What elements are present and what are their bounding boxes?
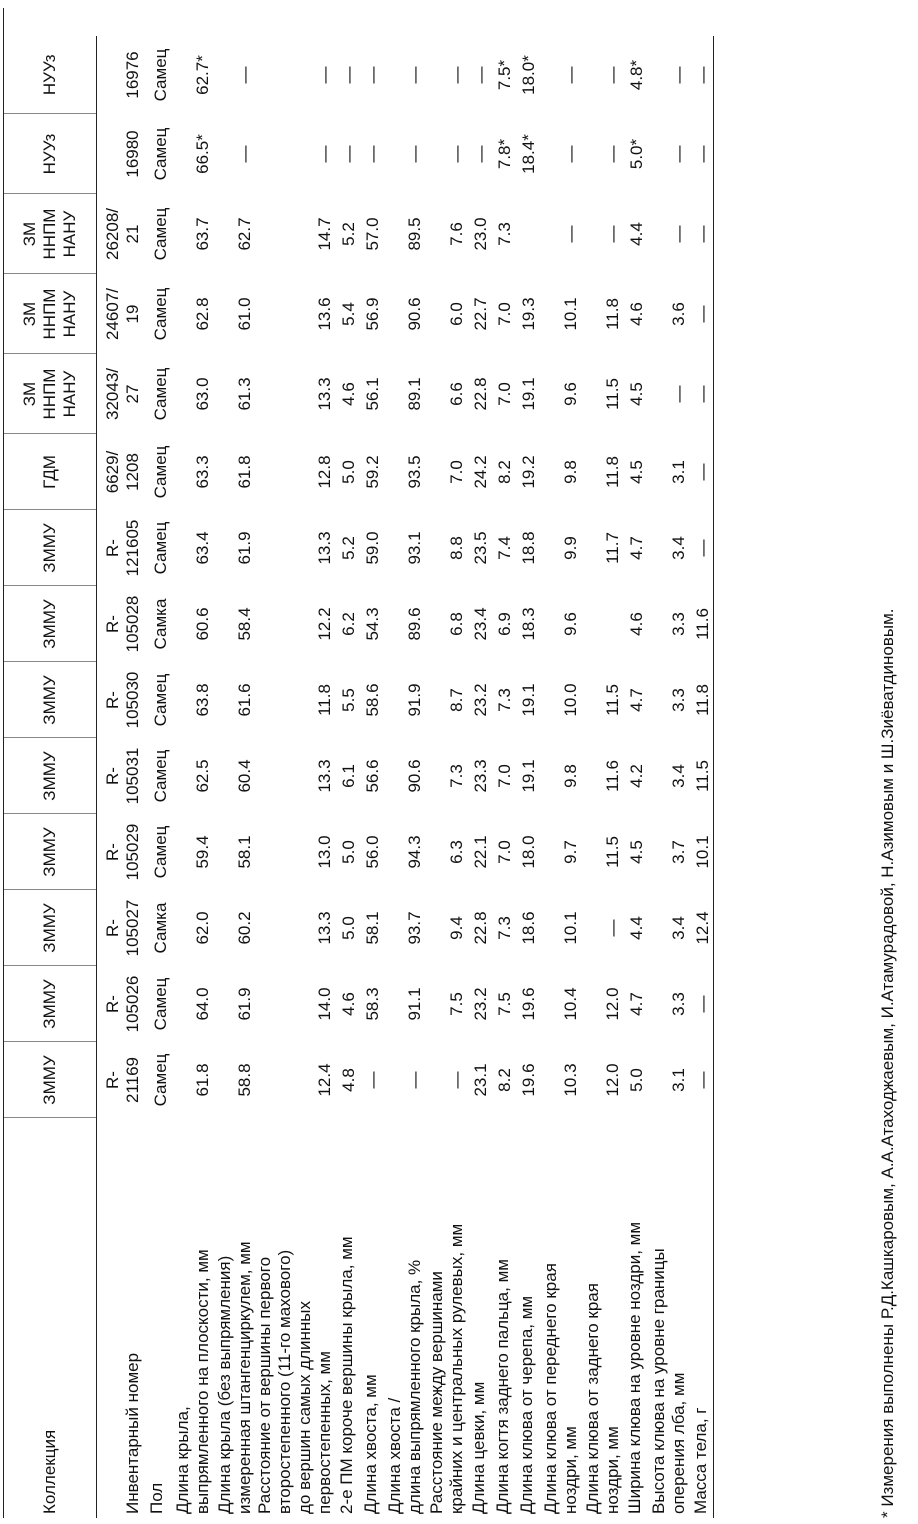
table-cell: 59.2 — [363, 455, 382, 489]
table-cell: — — [603, 919, 622, 937]
table-cell: 5.4 — [339, 302, 358, 326]
row-label: Длина когтя заднего пальца, мм — [493, 1259, 512, 1514]
table-cell: 7.5* — [495, 59, 514, 91]
table-cell: 8.2 — [495, 460, 514, 484]
table-cell: 19.1 — [519, 759, 538, 793]
table-cell: 3.6 — [669, 302, 688, 326]
table-cell: 12.0 — [603, 987, 622, 1021]
row-label: Длина клюва от черепа, мм — [517, 1295, 536, 1514]
table-cell: 58.4 — [235, 607, 254, 641]
table-cell: 91.1 — [405, 987, 424, 1021]
table-header-row — [4, 36, 97, 1518]
table-cell: — — [669, 385, 688, 403]
table-cell: 6629/ 1208 — [103, 450, 142, 494]
table-cell: 93.1 — [405, 531, 424, 565]
table-cell: 26208/ 21 — [103, 208, 142, 260]
table-cell: — — [405, 66, 424, 84]
table-cell: 7.3 — [495, 916, 514, 940]
table-cell: — — [689, 36, 714, 114]
row-label: Ширина клюва на уровне ноздри, мм — [625, 1221, 644, 1514]
table-cell: Самка — [151, 598, 170, 650]
table-cell: 12.0 — [603, 1063, 622, 1097]
table-cell: 6.2 — [339, 612, 358, 636]
table-cell: — — [405, 145, 424, 163]
table-cell: 5.2 — [339, 536, 358, 560]
table-cell: 61.8 — [235, 455, 254, 489]
header-collection-label: Коллекция — [4, 1118, 97, 1518]
table-cell: Самец — [151, 127, 170, 181]
table-cell: 3.1 — [669, 1068, 688, 1092]
table-cell: — — [235, 66, 254, 84]
table-cell: 11.5 — [603, 378, 622, 410]
row-label: Инвентарный номер — [123, 1352, 142, 1514]
table-cell: 91.9 — [405, 683, 424, 717]
table-cell: 3.4 — [669, 916, 688, 940]
table-cell: 11.5 — [603, 836, 622, 868]
table-cell: — — [363, 145, 382, 163]
table-cell: 62.7 — [235, 217, 254, 251]
table-cell: 19.6 — [519, 1063, 538, 1097]
table-cell: 5.2 — [339, 222, 358, 246]
table-cell: 24.2 — [471, 455, 490, 489]
table-cell: 22.7 — [471, 297, 490, 331]
table-cell: 7.0 — [447, 460, 466, 484]
table-cell: 8.7 — [447, 688, 466, 712]
table-row — [647, 36, 689, 1518]
table-cell: 32043/ 27 — [103, 368, 142, 420]
table-cell: 6.8 — [447, 612, 466, 636]
table-cell: — — [339, 66, 358, 84]
table-cell: 19.1 — [519, 683, 538, 717]
table-cell: 5.0 — [339, 460, 358, 484]
column-header: ЗМ ННПМ НАНУ — [4, 274, 97, 354]
table-cell: 9.4 — [447, 916, 466, 940]
table-cell: 7.6 — [447, 222, 466, 246]
table-cell: 58.6 — [363, 683, 382, 717]
table-row — [255, 36, 335, 1518]
table-cell: 3.3 — [669, 612, 688, 636]
table-cell: 6.3 — [447, 840, 466, 864]
table-cell: 23.2 — [471, 987, 490, 1021]
table-cell: 62.7* — [193, 55, 212, 95]
table-cell: 10.3 — [561, 1063, 580, 1097]
table-cell: — — [689, 354, 714, 434]
column-header: ЗММУ — [4, 738, 97, 814]
table-cell: — — [689, 114, 714, 194]
table-cell: R- 21169 — [103, 1057, 142, 1104]
table-cell: — — [471, 66, 490, 84]
table-cell: 11.6 — [689, 586, 714, 662]
table-cell: 63.7 — [193, 217, 212, 251]
table-cell: 4.5 — [627, 840, 646, 864]
table-cell: 18.4* — [519, 134, 538, 174]
table-cell: 60.2 — [235, 911, 254, 945]
table-cell — [581, 586, 623, 662]
table-row — [335, 36, 359, 1518]
table-cell: 90.6 — [405, 759, 424, 793]
table-cell: — — [689, 966, 714, 1042]
table-cell: 6.1 — [339, 764, 358, 788]
table-cell: 10.0 — [561, 683, 580, 717]
table-cell: 12.8 — [315, 455, 334, 489]
table-cell: 61.9 — [235, 987, 254, 1021]
table-cell: 23.2 — [471, 683, 490, 717]
table-cell: 58.1 — [363, 911, 382, 945]
table-cell: 56.6 — [363, 759, 382, 793]
table-cell: 7.0 — [495, 764, 514, 788]
column-header: ЗММУ — [4, 510, 97, 586]
table-cell: 19.2 — [519, 455, 538, 489]
table-cell: — — [669, 225, 688, 243]
table-row — [491, 36, 515, 1518]
table-cell: 12.2 — [315, 607, 334, 641]
row-label: Расстояние от вершины первого второстепенного (11-го махового) до вершин самых длинных первостепенных, мм — [255, 1249, 334, 1514]
table-row — [359, 36, 383, 1518]
table-cell: 4.6 — [339, 382, 358, 406]
table-cell: Самец — [151, 48, 170, 102]
table-cell: 54.3 — [363, 607, 382, 641]
table-cell: 93.5 — [405, 455, 424, 489]
table-cell: — — [405, 1071, 424, 1089]
table-cell: 22.8 — [471, 377, 490, 411]
table-cell: 94.3 — [405, 835, 424, 869]
table-row — [425, 36, 467, 1518]
row-label: Масса тела, г — [689, 1118, 714, 1518]
table-cell: 19.1 — [519, 377, 538, 411]
row-label: Длина клюва от переднего края ноздри, мм — [541, 1263, 580, 1514]
table-cell: — — [689, 194, 714, 274]
table-cell: — — [669, 66, 688, 84]
table-cell: 3.3 — [669, 992, 688, 1016]
table-cell: 11.8 — [603, 456, 622, 488]
table-cell: 13.3 — [315, 377, 334, 411]
table-row — [539, 36, 581, 1518]
table-cell: 9.9 — [561, 536, 580, 560]
table-cell: 4.7 — [627, 688, 646, 712]
table-cell: 56.0 — [363, 835, 382, 869]
table-cell: 7.0 — [495, 382, 514, 406]
table-cell: 89.5 — [405, 217, 424, 251]
table-cell: Самец — [151, 445, 170, 499]
table-cell: 16976 — [123, 51, 142, 99]
table-cell: 9.6 — [561, 612, 580, 636]
table-cell: 62.0 — [193, 911, 212, 945]
table-cell: Самец — [151, 977, 170, 1031]
column-header: ЗММУ — [4, 814, 97, 890]
table-cell: 10.1 — [561, 297, 580, 331]
table-cell: 10.1 — [561, 911, 580, 945]
table-cell: 62.8 — [193, 297, 212, 331]
row-label: Длина хвоста / длина выпрямленного крыла, % — [385, 1259, 424, 1514]
table-cell: — — [603, 225, 622, 243]
table-cell: 10.4 — [561, 987, 580, 1021]
table-cell: 12.4 — [315, 1063, 334, 1097]
table-cell: 11.8 — [603, 298, 622, 330]
column-header: ГДМ — [4, 434, 97, 510]
table-cell: 18.0 — [519, 835, 538, 869]
table-cell: 3.3 — [669, 688, 688, 712]
table-row — [581, 36, 623, 1518]
table-cell: 19.3 — [519, 297, 538, 331]
table-cell: 58.3 — [363, 987, 382, 1021]
table-cell: 6.9 — [495, 612, 514, 636]
table-cell: 3.1 — [669, 460, 688, 484]
table-cell: 11.8 — [315, 684, 334, 716]
table-cell: 23.3 — [471, 759, 490, 793]
table-row — [467, 36, 491, 1518]
table-cell: 14.0 — [315, 987, 334, 1021]
table-cell: 14.7 — [315, 217, 334, 251]
table-cell: Самка — [151, 902, 170, 954]
table-cell: Самец — [151, 287, 170, 341]
table-cell: R- 105031 — [103, 747, 142, 805]
table-cell: 60.6 — [193, 607, 212, 641]
table-cell: 61.6 — [235, 683, 254, 717]
table-cell: 18.6 — [519, 911, 538, 945]
table-body — [97, 36, 714, 1518]
table-cell: 24607/ 19 — [103, 288, 142, 340]
table-row — [171, 36, 213, 1518]
table-cell: 3.4 — [669, 764, 688, 788]
table-cell: 23.4 — [471, 607, 490, 641]
table-cell: 59.4 — [193, 835, 212, 869]
table-cell: 7.8* — [495, 138, 514, 170]
table-cell: — — [689, 434, 714, 510]
table-cell: R- 105029 — [103, 823, 142, 881]
table-cell: 18.0* — [519, 55, 538, 95]
table-cell: 7.4 — [495, 536, 514, 560]
table-cell: 4.2 — [627, 764, 646, 788]
table-cell: — — [447, 66, 466, 84]
table-cell: 16980 — [123, 130, 142, 178]
table-cell: 4.8* — [627, 59, 646, 91]
table-cell: 61.8 — [193, 1063, 212, 1097]
table-row — [515, 36, 539, 1518]
row-label: 2-е ПМ короче вершины крыла, мм — [337, 1236, 356, 1514]
table-cell: — — [447, 1071, 466, 1089]
row-label: Высота клюва на уровне границы оперения лба, мм — [649, 1248, 688, 1514]
table-cell: — — [689, 274, 714, 354]
table-cell: 89.6 — [405, 607, 424, 641]
table-row — [143, 36, 171, 1518]
column-header: ЗМ ННПМ НАНУ — [4, 194, 97, 274]
column-header: ЗММУ — [4, 890, 97, 966]
table-cell: 4.4 — [627, 222, 646, 246]
row-label: Длина крыла, выпрямленного на плоскости, мм — [173, 1249, 212, 1514]
table-cell: 61.9 — [235, 531, 254, 565]
row-label: Длина хвоста, мм — [361, 1374, 380, 1514]
table-cell: 4.7 — [627, 992, 646, 1016]
column-header: НУУз — [4, 36, 97, 114]
row-label: Длина клюва от заднего края ноздри, мм — [583, 1283, 622, 1514]
row-label: Длина цевки, мм — [469, 1381, 488, 1514]
table-cell: — — [315, 66, 334, 84]
table-cell: R- 105027 — [103, 899, 142, 957]
table-cell: 11.8 — [689, 662, 714, 738]
column-header: ЗММУ — [4, 662, 97, 738]
table-cell: 56.1 — [363, 377, 382, 411]
table-row — [213, 36, 255, 1518]
table-cell: 5.0 — [339, 916, 358, 940]
table-cell: 90.6 — [405, 297, 424, 331]
table-cell: 22.8 — [471, 911, 490, 945]
table-cell: 63.8 — [193, 683, 212, 717]
table-cell: 7.5 — [495, 992, 514, 1016]
table-cell: 18.3 — [519, 607, 538, 641]
table-cell: R- 105030 — [103, 671, 142, 729]
table-cell: 11.5 — [689, 738, 714, 814]
table-cell: 66.5* — [193, 134, 212, 174]
table-cell: 13.3 — [315, 911, 334, 945]
table-cell: 5.5 — [339, 688, 358, 712]
column-header: НУУз — [4, 114, 97, 194]
table-cell: — — [363, 66, 382, 84]
table-cell: — — [603, 66, 622, 84]
table-row — [689, 36, 714, 1518]
table-cell: 13.3 — [315, 759, 334, 793]
table-cell: 63.4 — [193, 531, 212, 565]
table-cell: 9.7 — [561, 840, 580, 864]
table-cell: Самец — [151, 207, 170, 261]
table-cell: Самец — [151, 367, 170, 421]
table-cell: 7.5 — [447, 992, 466, 1016]
table-cell: 60.4 — [235, 759, 254, 793]
table-cell: — — [315, 145, 334, 163]
row-label: Длина крыла (без выпрямления) измеренная штангенциркулем, мм — [215, 1241, 254, 1514]
table-cell: 5.0 — [627, 1068, 646, 1092]
row-label: Расстояние между вершинами крайних и центральных рулевых, мм — [427, 1223, 466, 1514]
table-cell: 18.8 — [519, 531, 538, 565]
table-cell: 7.0 — [495, 840, 514, 864]
footnote: * Измерения выполнены Р.Д.Кашкаровым, А.А.Атаходжаевым, И.Атамурадовой, Н.Азимовым и Ш.Зиёватдиновым. — [878, 608, 897, 1518]
table-cell: 7.0 — [495, 302, 514, 326]
table-cell: 59.0 — [363, 531, 382, 565]
column-header: ЗММУ — [4, 966, 97, 1042]
table-cell: R- 105028 — [103, 595, 142, 653]
table-cell: Самец — [151, 521, 170, 575]
table-cell: 13.0 — [315, 835, 334, 869]
table-cell: 5.0* — [627, 138, 646, 170]
table-cell: — — [689, 1042, 714, 1118]
table-cell: 11.6 — [603, 760, 622, 792]
table-cell: — — [363, 1071, 382, 1089]
table-cell: 93.7 — [405, 911, 424, 945]
table-cell: 7.3 — [447, 764, 466, 788]
table-cell: 4.6 — [339, 992, 358, 1016]
table-cell: Самец — [151, 1053, 170, 1107]
table-cell: 23.5 — [471, 531, 490, 565]
table-cell: R- 121605 — [103, 519, 142, 577]
table-cell: Самец — [151, 825, 170, 879]
table-cell: — — [447, 145, 466, 163]
table-cell: — — [689, 510, 714, 586]
table-cell: 61.0 — [235, 297, 254, 331]
table-cell: 13.6 — [315, 297, 334, 331]
table-cell: — — [561, 145, 580, 163]
table-row — [623, 36, 647, 1518]
table-cell: — — [339, 145, 358, 163]
table-cell: — — [561, 66, 580, 84]
measurements-table — [4, 36, 714, 1518]
table-cell: 61.3 — [235, 377, 254, 411]
table-cell: — — [603, 145, 622, 163]
table-cell: 63.3 — [193, 455, 212, 489]
table-cell: 63.0 — [193, 377, 212, 411]
column-header: ЗММУ — [4, 1042, 97, 1118]
column-header: ЗМ ННПМ НАНУ — [4, 354, 97, 434]
table-cell: 6.0 — [447, 302, 466, 326]
table-cell: Самец — [151, 749, 170, 803]
table-cell: 8.8 — [447, 536, 466, 560]
table-cell: 13.3 — [315, 531, 334, 565]
table-cell: 23.1 — [471, 1063, 490, 1097]
table-cell: 10.1 — [689, 814, 714, 890]
table-row — [97, 36, 144, 1518]
table-cell: 19.6 — [519, 987, 538, 1021]
table-cell: 9.6 — [561, 382, 580, 406]
table-cell — [515, 194, 539, 274]
table-cell: 9.8 — [561, 764, 580, 788]
table-cell: 7.3 — [495, 222, 514, 246]
table-cell: — — [471, 145, 490, 163]
table-row — [383, 36, 425, 1518]
table-cell: 56.9 — [363, 297, 382, 331]
table-cell: 4.6 — [627, 612, 646, 636]
table-cell: 8.2 — [495, 1068, 514, 1092]
table-cell: 3.7 — [669, 840, 688, 864]
table-cell: 4.5 — [627, 382, 646, 406]
table-cell: — — [669, 145, 688, 163]
table-cell: 9.8 — [561, 460, 580, 484]
table-cell: 11.7 — [603, 532, 622, 564]
table-cell: R- 105026 — [103, 975, 142, 1033]
table-cell: 6.6 — [447, 382, 466, 406]
table-cell: 7.3 — [495, 688, 514, 712]
table-cell: 58.1 — [235, 835, 254, 869]
table-cell: 22.1 — [471, 835, 490, 869]
table-cell: 23.0 — [471, 217, 490, 251]
table-cell: 64.0 — [193, 987, 212, 1021]
table-cell: 62.5 — [193, 759, 212, 793]
table-cell: 57.0 — [363, 217, 382, 251]
table-cell: 11.5 — [603, 684, 622, 716]
table-cell: 3.4 — [669, 536, 688, 560]
table-cell: 58.8 — [235, 1063, 254, 1097]
column-header: ЗММУ — [4, 586, 97, 662]
table-cell: 5.0 — [339, 840, 358, 864]
table-cell: 4.6 — [627, 302, 646, 326]
table-cell: 4.7 — [627, 536, 646, 560]
table-cell: 12.4 — [689, 890, 714, 966]
table-cell: 4.5 — [627, 460, 646, 484]
table-cell: — — [561, 225, 580, 243]
table-cell: — — [235, 145, 254, 163]
row-label: Пол — [147, 1482, 166, 1514]
table-cell: 4.4 — [627, 916, 646, 940]
table-cell: 89.1 — [405, 377, 424, 411]
table-cell: Самец — [151, 673, 170, 727]
table-cell: 4.8 — [339, 1068, 358, 1092]
